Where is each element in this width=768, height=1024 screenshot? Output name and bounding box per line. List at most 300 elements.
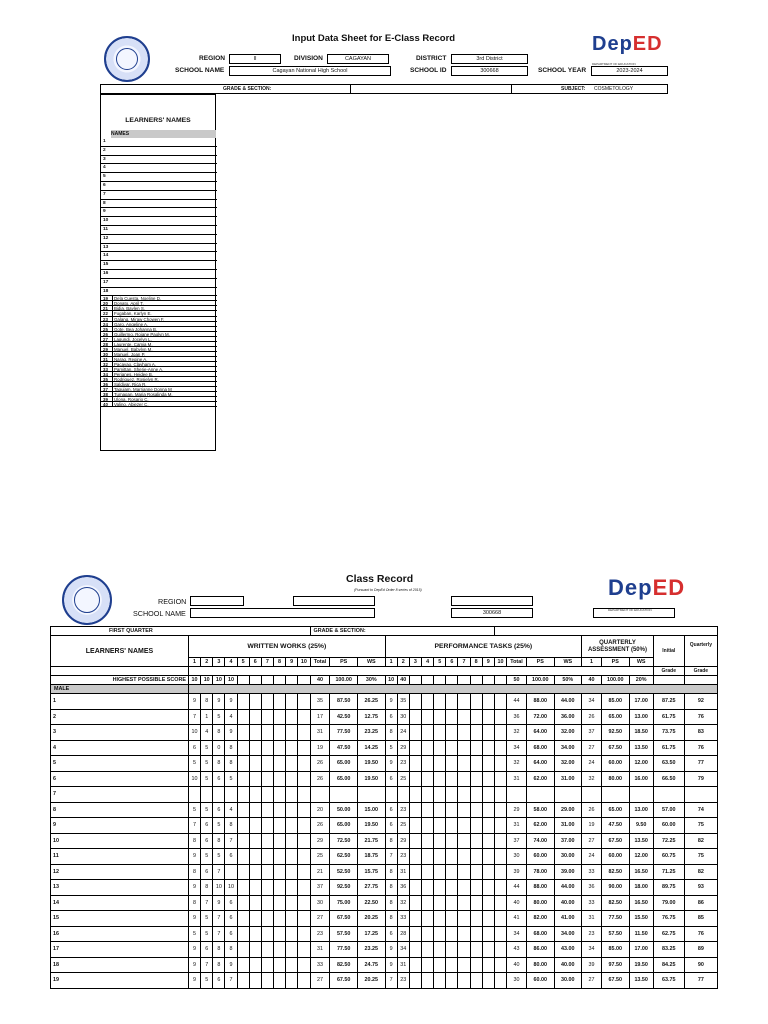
- ww-score-cell[interactable]: [249, 895, 261, 911]
- ww-score-cell[interactable]: [261, 864, 273, 880]
- pt-score-cell[interactable]: 8: [385, 864, 397, 880]
- ww-score-cell[interactable]: 9: [188, 880, 200, 896]
- ww-score-cell[interactable]: 6: [201, 864, 213, 880]
- ww-score-cell[interactable]: [286, 957, 298, 973]
- pt-score-cell[interactable]: [422, 957, 434, 973]
- pt-score-cell[interactable]: [422, 880, 434, 896]
- pt-score-cell[interactable]: 9: [385, 756, 397, 772]
- ww-score-cell[interactable]: [237, 973, 249, 989]
- pt-score-cell[interactable]: [470, 926, 482, 942]
- pt-score-cell[interactable]: [458, 849, 470, 865]
- school-id-field[interactable]: 300668: [451, 66, 528, 76]
- qa-score-cell[interactable]: 23: [582, 926, 602, 942]
- ww-score-cell[interactable]: [286, 880, 298, 896]
- ww-score-cell[interactable]: [273, 973, 285, 989]
- ww-score-cell[interactable]: 6: [225, 849, 237, 865]
- pt-score-cell[interactable]: [434, 895, 446, 911]
- ww-score-cell[interactable]: [286, 787, 298, 803]
- pt-score-cell[interactable]: 6: [385, 818, 397, 834]
- ww-score-cell[interactable]: [261, 756, 273, 772]
- pt-score-cell[interactable]: [470, 880, 482, 896]
- pt-score-cell[interactable]: [434, 725, 446, 741]
- pt-score-cell[interactable]: [434, 911, 446, 927]
- pt-score-cell[interactable]: [470, 849, 482, 865]
- hps-pt-cell[interactable]: 10: [385, 676, 397, 685]
- ww-score-cell[interactable]: 7: [188, 709, 200, 725]
- learner-name-cell[interactable]: Guillermo, Rojane Paolyn M.: [112, 332, 217, 337]
- ww-score-cell[interactable]: [298, 709, 310, 725]
- learner-name-cell[interactable]: Dela Cuesta, Noeline D.: [112, 296, 217, 301]
- pt-score-cell[interactable]: [458, 942, 470, 958]
- ww-score-cell[interactable]: [249, 740, 261, 756]
- pt-score-cell[interactable]: [446, 725, 458, 741]
- ww-score-cell[interactable]: [286, 709, 298, 725]
- school-year-field[interactable]: 2023-2024: [591, 66, 668, 76]
- pt-score-cell[interactable]: 7: [385, 973, 397, 989]
- ww-score-cell[interactable]: [237, 740, 249, 756]
- ww-score-cell[interactable]: 9: [188, 942, 200, 958]
- pt-score-cell[interactable]: [482, 709, 494, 725]
- pt-score-cell[interactable]: [458, 787, 470, 803]
- pt-score-cell[interactable]: [482, 818, 494, 834]
- ww-score-cell[interactable]: [273, 740, 285, 756]
- pt-score-cell[interactable]: 6: [385, 802, 397, 818]
- pt-score-cell[interactable]: [494, 864, 506, 880]
- ww-score-cell[interactable]: [261, 818, 273, 834]
- ww-score-cell[interactable]: [261, 880, 273, 896]
- ww-score-cell[interactable]: [237, 802, 249, 818]
- pt-score-cell[interactable]: [422, 864, 434, 880]
- pt-score-cell[interactable]: [482, 787, 494, 803]
- ww-score-cell[interactable]: 5: [201, 756, 213, 772]
- ww-score-cell[interactable]: 8: [213, 942, 225, 958]
- ww-score-cell[interactable]: 4: [225, 802, 237, 818]
- ww-score-cell[interactable]: [286, 849, 298, 865]
- pt-score-cell[interactable]: [470, 756, 482, 772]
- pt-score-cell[interactable]: 23: [397, 802, 409, 818]
- ww-score-cell[interactable]: [298, 895, 310, 911]
- ww-score-cell[interactable]: [249, 709, 261, 725]
- ww-score-cell[interactable]: [249, 818, 261, 834]
- pt-score-cell[interactable]: [482, 864, 494, 880]
- ww-score-cell[interactable]: [261, 709, 273, 725]
- pt-score-cell[interactable]: [446, 802, 458, 818]
- ww-score-cell[interactable]: [188, 787, 200, 803]
- ww-score-cell[interactable]: [225, 787, 237, 803]
- pt-score-cell[interactable]: [458, 911, 470, 927]
- pt-score-cell[interactable]: [409, 725, 421, 741]
- hps-pt-cell[interactable]: 40: [397, 676, 409, 685]
- pt-score-cell[interactable]: [446, 818, 458, 834]
- pt-score-cell[interactable]: [458, 973, 470, 989]
- pt-score-cell[interactable]: [409, 802, 421, 818]
- pt-score-cell[interactable]: [494, 833, 506, 849]
- pt-score-cell[interactable]: 8: [385, 725, 397, 741]
- ww-score-cell[interactable]: [261, 942, 273, 958]
- learner-name-cell[interactable]: Lagundi, Jocelyn L.: [112, 337, 217, 342]
- ww-score-cell[interactable]: [286, 725, 298, 741]
- ww-score-cell[interactable]: 9: [188, 973, 200, 989]
- pt-score-cell[interactable]: [494, 771, 506, 787]
- school-name-field[interactable]: Cagayan National High School: [229, 66, 391, 76]
- pt-score-cell[interactable]: [482, 725, 494, 741]
- ww-score-cell[interactable]: [298, 864, 310, 880]
- qa-score-cell[interactable]: 37: [582, 725, 602, 741]
- learner-name-cell[interactable]: Perjanes, Heidee B.: [112, 372, 217, 377]
- pt-score-cell[interactable]: 36: [397, 880, 409, 896]
- ww-score-cell[interactable]: 9: [188, 849, 200, 865]
- pt-score-cell[interactable]: [494, 957, 506, 973]
- pt-score-cell[interactable]: 33: [397, 911, 409, 927]
- ww-score-cell[interactable]: [286, 911, 298, 927]
- pt-score-cell[interactable]: 31: [397, 957, 409, 973]
- pt-score-cell[interactable]: 8: [385, 911, 397, 927]
- pt-score-cell[interactable]: [422, 911, 434, 927]
- pt-score-cell[interactable]: [470, 771, 482, 787]
- pt-score-cell[interactable]: [458, 895, 470, 911]
- qa-score-cell[interactable]: 33: [582, 864, 602, 880]
- pt-score-cell[interactable]: [409, 942, 421, 958]
- pt-score-cell[interactable]: [422, 849, 434, 865]
- ww-score-cell[interactable]: [237, 849, 249, 865]
- pt-score-cell[interactable]: [482, 957, 494, 973]
- pt-score-cell[interactable]: 8: [385, 833, 397, 849]
- ww-score-cell[interactable]: 8: [188, 833, 200, 849]
- pt-score-cell[interactable]: [434, 957, 446, 973]
- ww-score-cell[interactable]: [237, 771, 249, 787]
- ww-score-cell[interactable]: 0: [213, 740, 225, 756]
- pt-score-cell[interactable]: [470, 973, 482, 989]
- ww-score-cell[interactable]: 5: [188, 756, 200, 772]
- pt-score-cell[interactable]: [409, 740, 421, 756]
- pt-score-cell[interactable]: [446, 864, 458, 880]
- qa-score-cell[interactable]: [582, 787, 602, 803]
- learner-name-cell[interactable]: Tumagan, Maria Rosalinda M.: [112, 392, 217, 397]
- cr-region-field[interactable]: [190, 596, 244, 606]
- qa-score-cell[interactable]: 27: [582, 973, 602, 989]
- ww-score-cell[interactable]: [249, 911, 261, 927]
- pt-score-cell[interactable]: [422, 942, 434, 958]
- ww-score-cell[interactable]: [273, 880, 285, 896]
- learner-name-cell[interactable]: Gote, Bea Johanna B.: [112, 327, 217, 332]
- pt-score-cell[interactable]: [494, 740, 506, 756]
- ww-score-cell[interactable]: 6: [225, 911, 237, 927]
- qa-score-cell[interactable]: 24: [582, 756, 602, 772]
- cr-school-name-field[interactable]: [190, 608, 375, 618]
- qa-score-cell[interactable]: 26: [582, 802, 602, 818]
- pt-score-cell[interactable]: 29: [397, 833, 409, 849]
- learner-name-cell[interactable]: Pacayao, Clayham A.: [112, 362, 217, 367]
- pt-score-cell[interactable]: [470, 895, 482, 911]
- pt-score-cell[interactable]: [422, 973, 434, 989]
- learner-name-cell[interactable]: Valino, Abiezer C.: [112, 402, 217, 407]
- hps-qa[interactable]: 40: [582, 676, 602, 685]
- pt-score-cell[interactable]: [458, 709, 470, 725]
- pt-score-cell[interactable]: [422, 787, 434, 803]
- pt-score-cell[interactable]: [422, 802, 434, 818]
- pt-score-cell[interactable]: [482, 911, 494, 927]
- ww-score-cell[interactable]: [249, 771, 261, 787]
- learner-name-cell[interactable]: Bidia, Baylen S.: [112, 306, 217, 311]
- pt-score-cell[interactable]: [470, 864, 482, 880]
- ww-score-cell[interactable]: 8: [213, 756, 225, 772]
- pt-score-cell[interactable]: 5: [385, 740, 397, 756]
- ww-score-cell[interactable]: 9: [213, 694, 225, 710]
- ww-score-cell[interactable]: [298, 725, 310, 741]
- ww-score-cell[interactable]: 6: [213, 973, 225, 989]
- pt-score-cell[interactable]: [470, 694, 482, 710]
- pt-score-cell[interactable]: [446, 957, 458, 973]
- ww-score-cell[interactable]: [261, 926, 273, 942]
- pt-score-cell[interactable]: [434, 864, 446, 880]
- pt-score-cell[interactable]: 23: [397, 849, 409, 865]
- pt-score-cell[interactable]: [422, 709, 434, 725]
- pt-score-cell[interactable]: 24: [397, 725, 409, 741]
- qa-score-cell[interactable]: 27: [582, 740, 602, 756]
- pt-score-cell[interactable]: [470, 725, 482, 741]
- ww-score-cell[interactable]: 5: [213, 849, 225, 865]
- pt-score-cell[interactable]: [409, 833, 421, 849]
- ww-score-cell[interactable]: [286, 802, 298, 818]
- pt-score-cell[interactable]: [470, 942, 482, 958]
- ww-score-cell[interactable]: [249, 849, 261, 865]
- ww-score-cell[interactable]: 6: [201, 833, 213, 849]
- pt-score-cell[interactable]: [409, 911, 421, 927]
- pt-score-cell[interactable]: [458, 740, 470, 756]
- ww-score-cell[interactable]: [237, 818, 249, 834]
- pt-score-cell[interactable]: [434, 709, 446, 725]
- ww-score-cell[interactable]: [273, 756, 285, 772]
- pt-score-cell[interactable]: [482, 833, 494, 849]
- pt-score-cell[interactable]: [422, 926, 434, 942]
- pt-score-cell[interactable]: [409, 895, 421, 911]
- learner-name-cell[interactable]: Garo, Angeline A.: [112, 322, 217, 327]
- ww-score-cell[interactable]: [298, 849, 310, 865]
- subject-field[interactable]: COSMETOLOGY: [594, 86, 634, 92]
- ww-score-cell[interactable]: [273, 926, 285, 942]
- pt-score-cell[interactable]: [458, 756, 470, 772]
- ww-score-cell[interactable]: [273, 725, 285, 741]
- ww-score-cell[interactable]: 6: [201, 942, 213, 958]
- pt-score-cell[interactable]: [446, 740, 458, 756]
- pt-score-cell[interactable]: [482, 694, 494, 710]
- cr-division-field[interactable]: [293, 596, 375, 606]
- pt-score-cell[interactable]: [434, 802, 446, 818]
- qa-score-cell[interactable]: 24: [582, 849, 602, 865]
- ww-score-cell[interactable]: [237, 833, 249, 849]
- ww-score-cell[interactable]: [286, 694, 298, 710]
- pt-score-cell[interactable]: [446, 756, 458, 772]
- ww-score-cell[interactable]: 9: [188, 957, 200, 973]
- ww-score-cell[interactable]: [237, 895, 249, 911]
- pt-score-cell[interactable]: [409, 880, 421, 896]
- pt-score-cell[interactable]: [446, 973, 458, 989]
- pt-score-cell[interactable]: 7: [385, 849, 397, 865]
- pt-score-cell[interactable]: [409, 849, 421, 865]
- pt-score-cell[interactable]: [434, 756, 446, 772]
- learner-name-cell[interactable]: Fugaban, Karlyn E.: [112, 311, 217, 316]
- pt-score-cell[interactable]: 25: [397, 771, 409, 787]
- district-field[interactable]: 3rd District: [451, 54, 528, 64]
- ww-score-cell[interactable]: 8: [188, 895, 200, 911]
- pt-score-cell[interactable]: [434, 942, 446, 958]
- ww-score-cell[interactable]: [298, 740, 310, 756]
- pt-score-cell[interactable]: [422, 725, 434, 741]
- ww-score-cell[interactable]: 5: [201, 926, 213, 942]
- grade-section-field[interactable]: [350, 85, 512, 93]
- ww-score-cell[interactable]: 9: [225, 725, 237, 741]
- ww-score-cell[interactable]: [261, 911, 273, 927]
- ww-score-cell[interactable]: [249, 880, 261, 896]
- pt-score-cell[interactable]: [482, 926, 494, 942]
- pt-score-cell[interactable]: [458, 802, 470, 818]
- pt-score-cell[interactable]: 6: [385, 709, 397, 725]
- pt-score-cell[interactable]: 30: [397, 709, 409, 725]
- pt-score-cell[interactable]: [434, 880, 446, 896]
- learner-name-cell[interactable]: Narag, Regine A.: [112, 357, 217, 362]
- ww-score-cell[interactable]: 6: [225, 895, 237, 911]
- ww-score-cell[interactable]: [237, 725, 249, 741]
- ww-score-cell[interactable]: [298, 756, 310, 772]
- ww-score-cell[interactable]: [249, 973, 261, 989]
- pt-score-cell[interactable]: [494, 880, 506, 896]
- ww-score-cell[interactable]: [298, 694, 310, 710]
- ww-score-cell[interactable]: [298, 942, 310, 958]
- ww-score-cell[interactable]: 9: [225, 694, 237, 710]
- ww-score-cell[interactable]: [273, 864, 285, 880]
- cr-subject-field[interactable]: [494, 627, 717, 636]
- pt-score-cell[interactable]: [458, 771, 470, 787]
- ww-score-cell[interactable]: 5: [201, 911, 213, 927]
- ww-score-cell[interactable]: [237, 926, 249, 942]
- pt-score-cell[interactable]: [494, 926, 506, 942]
- ww-score-cell[interactable]: 7: [213, 864, 225, 880]
- pt-score-cell[interactable]: [409, 756, 421, 772]
- pt-score-cell[interactable]: [446, 911, 458, 927]
- pt-score-cell[interactable]: [482, 756, 494, 772]
- pt-score-cell[interactable]: [494, 911, 506, 927]
- ww-score-cell[interactable]: 4: [225, 709, 237, 725]
- ww-score-cell[interactable]: [286, 818, 298, 834]
- pt-score-cell[interactable]: [434, 818, 446, 834]
- pt-score-cell[interactable]: [482, 942, 494, 958]
- pt-score-cell[interactable]: [446, 833, 458, 849]
- ww-score-cell[interactable]: [261, 895, 273, 911]
- pt-score-cell[interactable]: [422, 756, 434, 772]
- qa-score-cell[interactable]: 36: [582, 880, 602, 896]
- ww-score-cell[interactable]: 10: [213, 880, 225, 896]
- ww-score-cell[interactable]: [298, 833, 310, 849]
- pt-score-cell[interactable]: [446, 880, 458, 896]
- hps-ww-cell[interactable]: 10: [225, 676, 237, 685]
- ww-score-cell[interactable]: [286, 740, 298, 756]
- pt-score-cell[interactable]: [470, 957, 482, 973]
- pt-score-cell[interactable]: 6: [385, 771, 397, 787]
- pt-score-cell[interactable]: [446, 926, 458, 942]
- qa-score-cell[interactable]: 33: [582, 895, 602, 911]
- ww-score-cell[interactable]: 7: [188, 818, 200, 834]
- pt-score-cell[interactable]: 31: [397, 864, 409, 880]
- ww-score-cell[interactable]: [249, 756, 261, 772]
- pt-score-cell[interactable]: [446, 942, 458, 958]
- ww-score-cell[interactable]: [261, 787, 273, 803]
- region-field[interactable]: II: [229, 54, 281, 64]
- pt-score-cell[interactable]: [458, 957, 470, 973]
- ww-score-cell[interactable]: [261, 849, 273, 865]
- ww-score-cell[interactable]: [213, 787, 225, 803]
- pt-score-cell[interactable]: [422, 694, 434, 710]
- cr-school-year-field[interactable]: [593, 608, 675, 618]
- pt-score-cell[interactable]: [494, 818, 506, 834]
- pt-score-cell[interactable]: [482, 849, 494, 865]
- pt-score-cell[interactable]: [434, 787, 446, 803]
- pt-score-cell[interactable]: [482, 771, 494, 787]
- pt-score-cell[interactable]: [470, 911, 482, 927]
- ww-score-cell[interactable]: [298, 973, 310, 989]
- ww-score-cell[interactable]: 10: [188, 771, 200, 787]
- ww-score-cell[interactable]: 5: [188, 802, 200, 818]
- ww-score-cell[interactable]: [298, 880, 310, 896]
- ww-score-cell[interactable]: [237, 864, 249, 880]
- ww-score-cell[interactable]: 5: [201, 849, 213, 865]
- pt-score-cell[interactable]: [422, 740, 434, 756]
- ww-score-cell[interactable]: [286, 833, 298, 849]
- pt-score-cell[interactable]: [434, 833, 446, 849]
- ww-score-cell[interactable]: [286, 756, 298, 772]
- cr-school-id-field[interactable]: 300668: [451, 608, 533, 618]
- ww-score-cell[interactable]: [249, 864, 261, 880]
- ww-score-cell[interactable]: 10: [188, 725, 200, 741]
- pt-score-cell[interactable]: [434, 926, 446, 942]
- pt-score-cell[interactable]: [494, 787, 506, 803]
- ww-score-cell[interactable]: 5: [201, 740, 213, 756]
- pt-score-cell[interactable]: 34: [397, 942, 409, 958]
- pt-score-cell[interactable]: [470, 802, 482, 818]
- pt-score-cell[interactable]: [409, 787, 421, 803]
- ww-score-cell[interactable]: 9: [225, 957, 237, 973]
- ww-score-cell[interactable]: [298, 926, 310, 942]
- ww-score-cell[interactable]: 7: [225, 973, 237, 989]
- learner-name-cell[interactable]: Manuel, Babylyn M.: [112, 347, 217, 352]
- pt-score-cell[interactable]: [409, 957, 421, 973]
- pt-score-cell[interactable]: [494, 849, 506, 865]
- ww-score-cell[interactable]: 10: [225, 880, 237, 896]
- ww-score-cell[interactable]: [298, 787, 310, 803]
- ww-score-cell[interactable]: [249, 694, 261, 710]
- ww-score-cell[interactable]: [273, 833, 285, 849]
- pt-score-cell[interactable]: [385, 787, 397, 803]
- learner-name-cell[interactable]: Taguiam, Marrianne Donna M: [112, 387, 217, 392]
- pt-score-cell[interactable]: 23: [397, 973, 409, 989]
- pt-score-cell[interactable]: [458, 725, 470, 741]
- ww-score-cell[interactable]: 6: [225, 926, 237, 942]
- pt-score-cell[interactable]: [409, 709, 421, 725]
- ww-score-cell[interactable]: 7: [201, 895, 213, 911]
- ww-score-cell[interactable]: 5: [201, 802, 213, 818]
- ww-score-cell[interactable]: 5: [201, 771, 213, 787]
- ww-score-cell[interactable]: [273, 818, 285, 834]
- ww-score-cell[interactable]: [273, 895, 285, 911]
- pt-score-cell[interactable]: [446, 709, 458, 725]
- ww-score-cell[interactable]: 7: [225, 833, 237, 849]
- learner-name-cell[interactable]: Ulona, Rosario C.: [112, 397, 217, 402]
- ww-score-cell[interactable]: 4: [201, 725, 213, 741]
- pt-score-cell[interactable]: 8: [385, 880, 397, 896]
- pt-score-cell[interactable]: [470, 833, 482, 849]
- ww-score-cell[interactable]: 8: [225, 818, 237, 834]
- pt-score-cell[interactable]: [494, 694, 506, 710]
- qa-score-cell[interactable]: 39: [582, 957, 602, 973]
